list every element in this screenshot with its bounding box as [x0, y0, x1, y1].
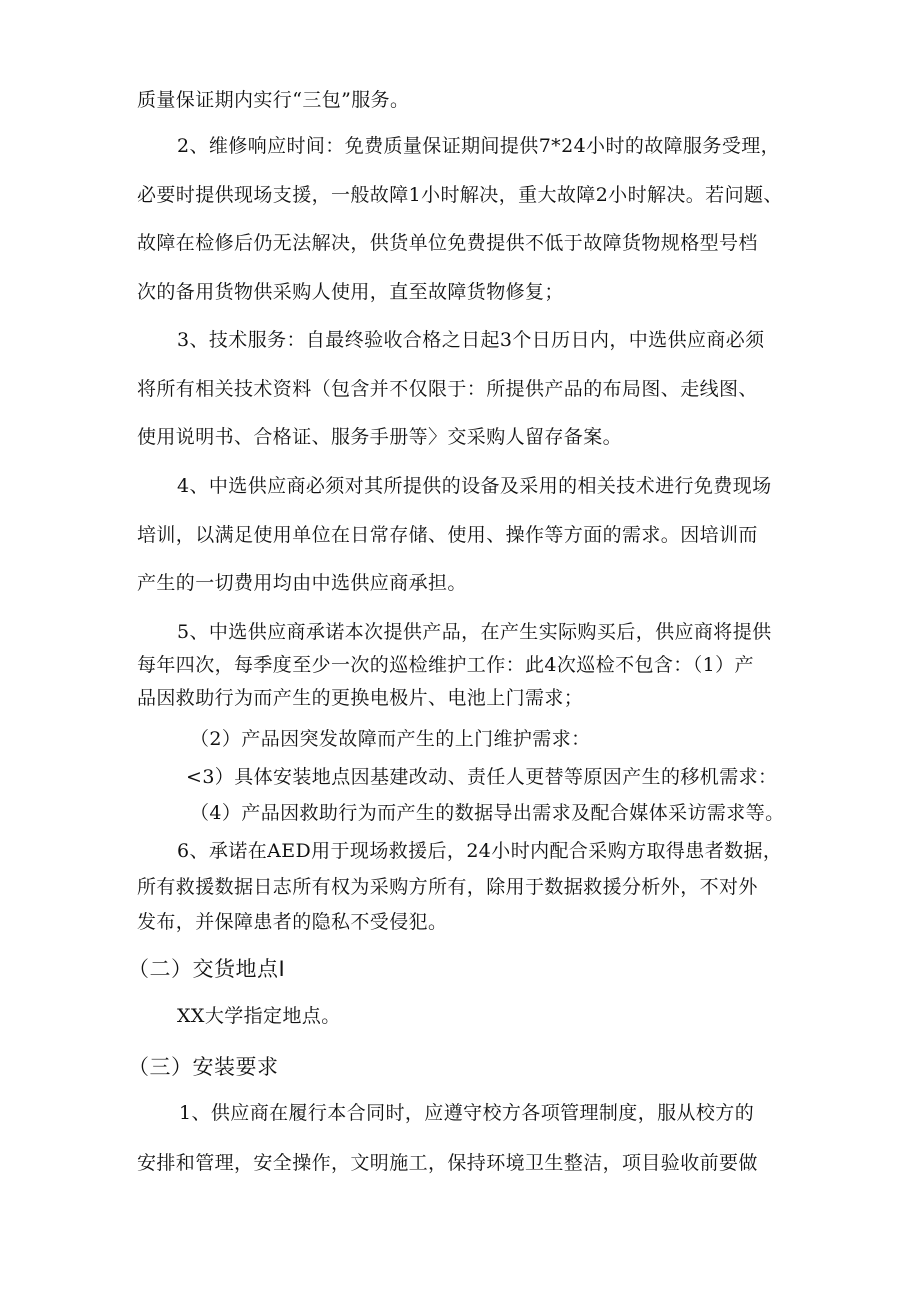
- paragraph-line: 3、技术服务：自最终验收合格之日起3个日历日内，中选供应商必须: [177, 329, 765, 351]
- paragraph-line: 所有救援数据日志所有权为采购方所有，除用于数据救援分析外，不对外: [137, 876, 758, 898]
- paragraph-line: 4、中选供应商必须对其所提供的设备及采用的相关技术进行免费现场: [177, 475, 772, 497]
- section-heading: （三）安装要求: [128, 1055, 279, 1079]
- paragraph-line: （2）产品因突发故障而产生的上门维护需求：: [190, 728, 591, 750]
- paragraph-line: 品因救助行为而产生的更换电极片、电池上门需求；: [137, 687, 584, 709]
- paragraph-line: 6、承诺在AED用于现场救援后，24小时内配合采购方取得患者数据，: [177, 840, 783, 862]
- paragraph-line: 5、中选供应商承诺本次提供产品，在产生实际购买后，供应商将提供: [177, 621, 772, 643]
- paragraph-line: 产生的一切费用均由中选供应商承担。: [137, 572, 467, 594]
- paragraph-line: （4）产品因救助行为而产生的数据导出需求及配合媒体采访需求等。: [190, 802, 785, 824]
- paragraph-line: 将所有相关技术资料（包含并不仅限于：所提供产品的布局图、走线图、: [137, 378, 758, 400]
- paragraph-line: 培训，以满足使用单位在日常存储、使用、操作等方面的需求。因培训而: [137, 524, 758, 546]
- paragraph-line: 故障在检修后仍无法解决，供货单位免费提供不低于故障货物规格型号档: [137, 232, 758, 254]
- paragraph-line: 1、供应商在履行本合同时，应遵守校方各项管理制度，服从校方的: [179, 1102, 755, 1124]
- paragraph-line: <3）具体安装地点因基建改动、责任人更替等原因产生的移机需求：: [186, 766, 778, 788]
- paragraph-line: 质量保证期内实行“三包”服务。: [137, 89, 410, 111]
- paragraph-line: 每年四次，每季度至少一次的巡检维护工作：此4次巡检不包含：（1）产: [137, 654, 754, 676]
- paragraph-line: 次的备用货物供采购人使用，直至故障货物修复；: [137, 281, 564, 303]
- paragraph-line: 必要时提供现场支援，一般故障1小时解决，重大故障2小时解决。若问题、: [137, 184, 783, 206]
- section-heading: （二）交货地点I: [128, 957, 286, 981]
- paragraph-line: 发布，并保障患者的隐私不受侵犯。: [137, 911, 448, 933]
- paragraph-line: XX大学指定地点。: [177, 1005, 341, 1027]
- paragraph-line: 2、维修响应时间：免费质量保证期间提供7*24小时的故障服务受理，: [177, 135, 781, 157]
- paragraph-line: 安排和管理，安全操作，文明施工，保持环境卫生整洁，项目验收前要做: [137, 1152, 758, 1174]
- paragraph-line: 使用说明书、合格证、服务手册等〉交采购人留存备案。: [137, 426, 623, 448]
